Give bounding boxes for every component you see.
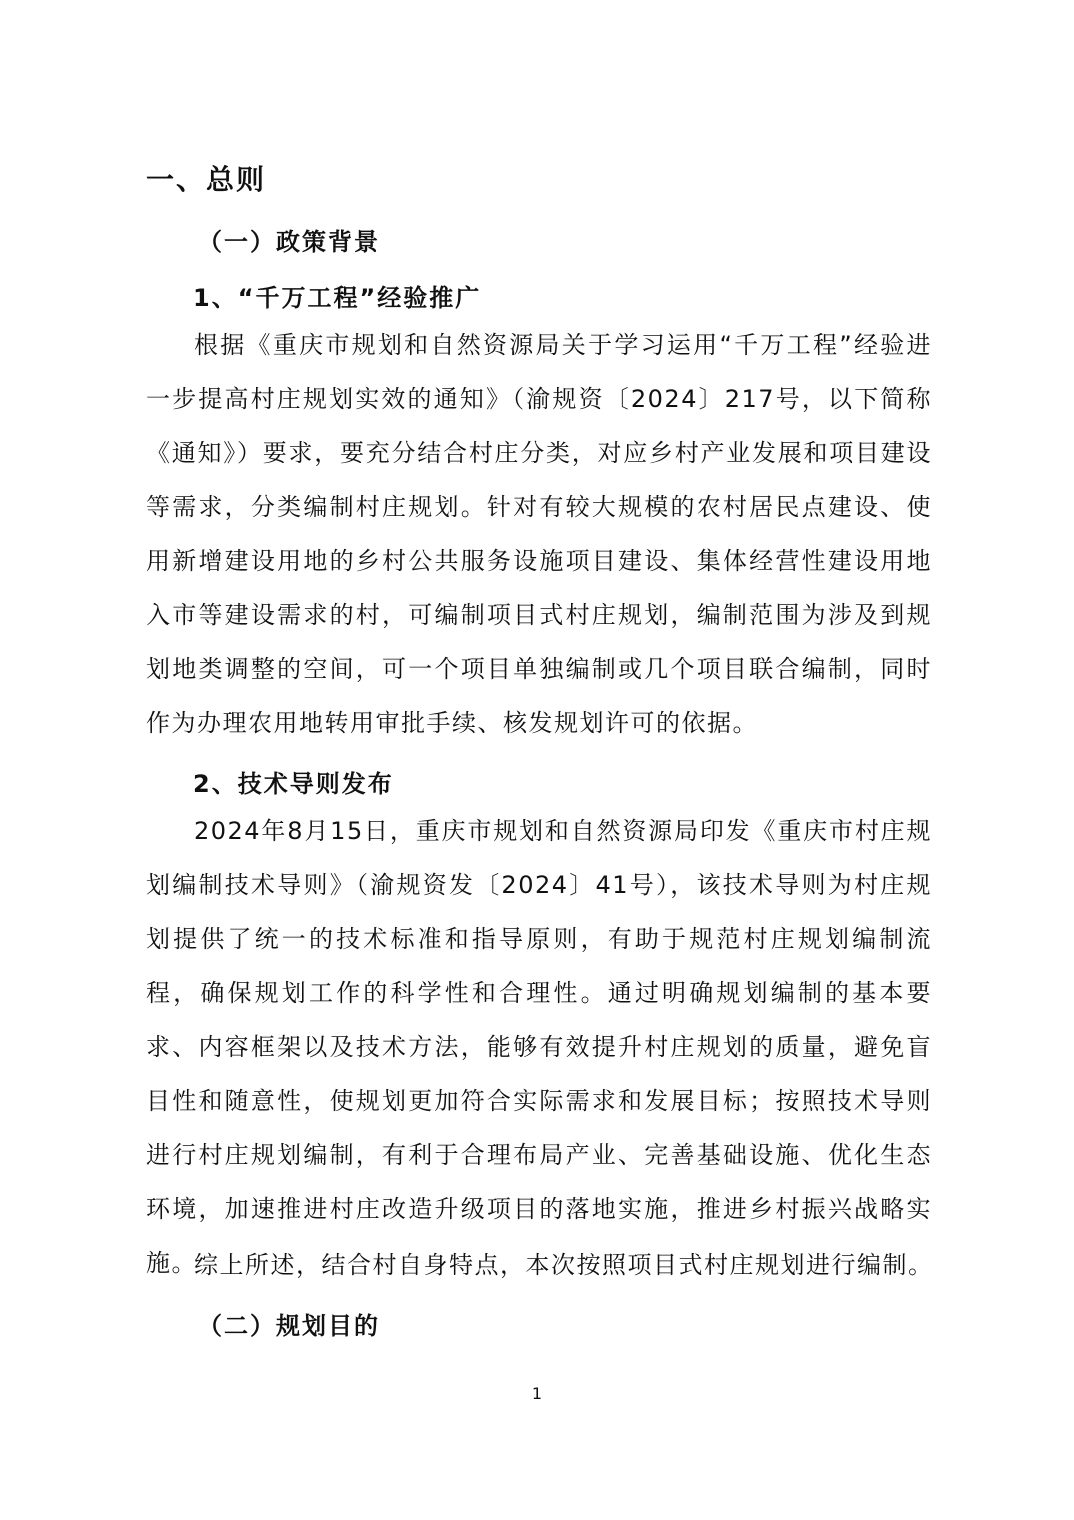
page-number: 1 xyxy=(531,1384,543,1403)
paragraph-summary: 综上所述，结合村自身特点，本次按照项目式村庄规划进行编制。 xyxy=(194,1251,934,1279)
section-heading-policy-background: （一）政策背景 xyxy=(198,228,380,256)
subsection-heading-guidelines: 2、技术导则发布 xyxy=(193,770,394,798)
paragraph-notice: 根据《重庆市规划和自然资源局关于学习运用“千万工程”经验进一步提高村庄规划实效的通知》（渝规资〔2024〕217号，以下简称《通知》）要求，要充分结合村庄分类，对应乡村产业发展和项目建设等需求，分类编制村庄规划。针对有较大规模的农村居民点建设、使用新增建设用地的乡村公共服务设施项目建设、集体经营性建设用地入市等建设需求的村，可编制项目式村庄规划，编制范围为涉及到规划地类调整的空间，可一个项目单独编制或几个项目联合编制，同时作为办理农用地转用审批手续、核发规划许可的依据。 xyxy=(146,331,932,737)
section-heading-planning-purpose: （二）规划目的 xyxy=(198,1312,380,1340)
subsection-heading-experience: 1、“千万工程”经验推广 xyxy=(193,284,482,312)
chapter-heading: 一、总则 xyxy=(146,163,267,196)
paragraph-guidelines: 2024年8月15日，重庆市规划和自然资源局印发《重庆市村庄规划编制技术导则》（渝规资发〔2024〕41号），该技术导则为村庄规划提供了统一的技术标准和指导原则，有助于规范村庄规划编制流程，确保规划工作的科学性和合理性。通过明确规划编制的基本要求、内容框架以及技术方法，能够有效提升村庄规划的质量，避免盲目性和随意性，使规划更加符合实际需求和发展目标；按照技术导则进行村庄规划编制，有利于合理布局产业、完善基础设施、优化生态环境，加速推进村庄改造升级项目的落地实施，推进乡村振兴战略实施。 xyxy=(146,817,932,1277)
